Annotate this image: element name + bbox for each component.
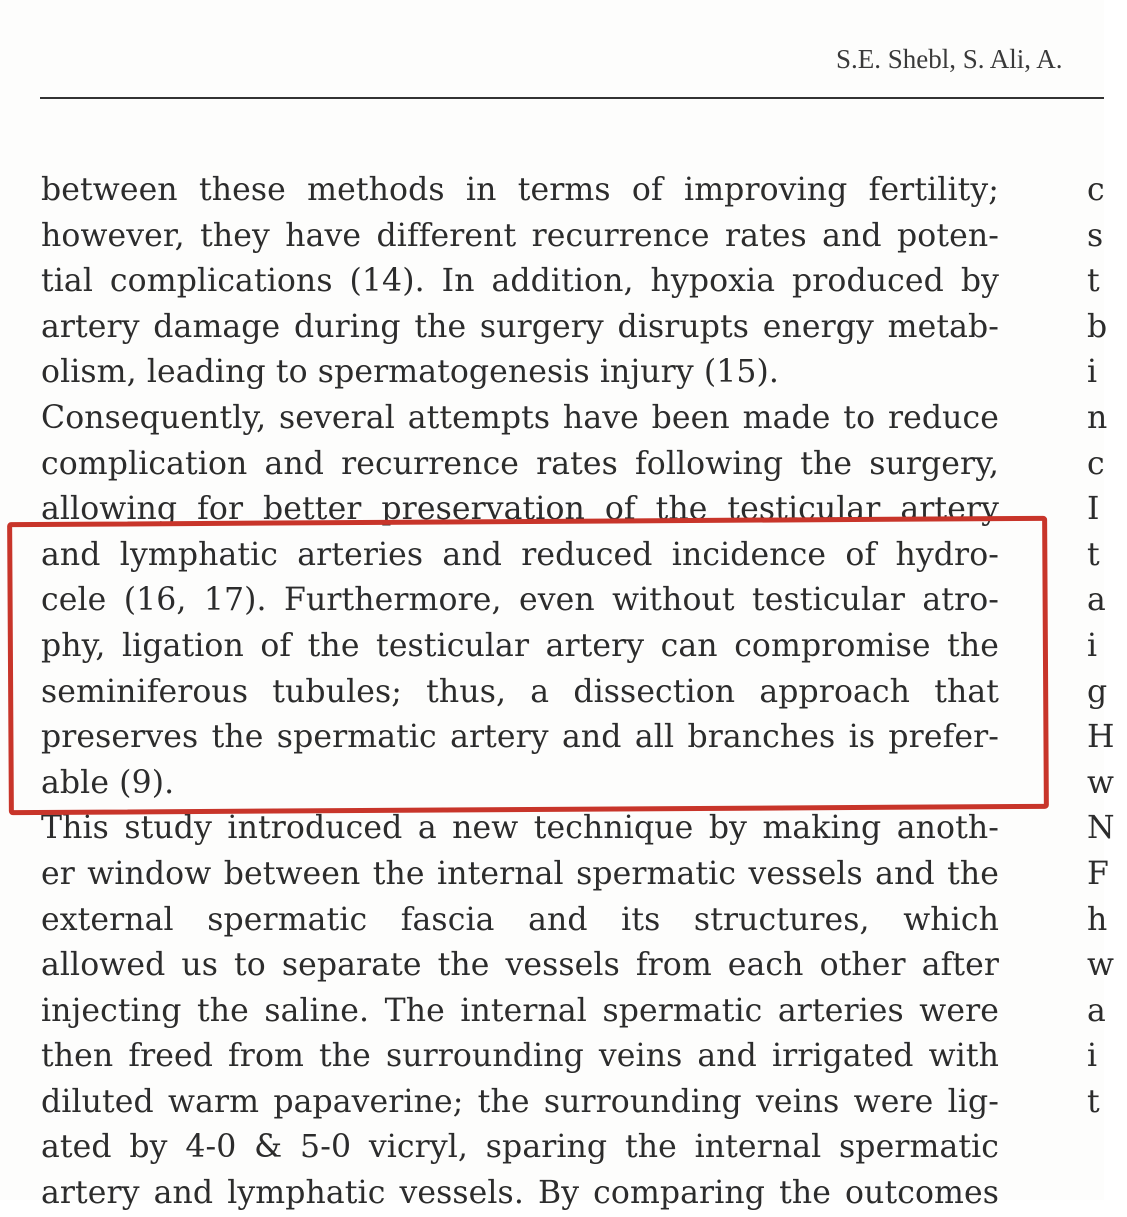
text-line: artery and lymphatic vessels. By comparing the outcomes (41, 1175, 999, 1212)
adjacent-column-letter: t (1087, 1083, 1100, 1120)
header-rule (40, 97, 1104, 99)
text-line: between these methods in terms of improving fertility; (41, 172, 999, 208)
text-line: preserves the spermatic artery and all branches is prefer- (41, 719, 999, 756)
adjacent-column-letter: i (1087, 1038, 1098, 1075)
adjacent-column-letter: w (1087, 764, 1114, 801)
adjacent-column-letter: I (1087, 491, 1100, 528)
text-line: artery damage during the surgery disrupts energy metab- (41, 308, 999, 345)
text-line: injecting the saline. The internal spermatic arteries were (41, 992, 999, 1029)
adjacent-column-letter: c (1087, 172, 1105, 208)
text-line: and lymphatic arteries and reduced incidence of hydro- (41, 536, 999, 573)
adjacent-column-letter: b (1087, 308, 1108, 345)
text-line: able (9). (41, 764, 175, 801)
adjacent-column-fragments (1087, 168, 1127, 1125)
adjacent-column-letter: s (1087, 217, 1104, 254)
text-line: allowed us to separate the vessels from each other after (41, 947, 999, 984)
main-text-column (41, 168, 999, 1217)
adjacent-column-letter: t (1087, 263, 1100, 300)
text-line: This study introduced a new technique by making anoth- (41, 810, 999, 847)
adjacent-column-letter: g (1087, 673, 1108, 710)
text-line: tial complications (14). In addition, hypoxia produced by (41, 263, 999, 300)
text-line: Consequently, several attempts have been made to reduce (41, 399, 999, 436)
adjacent-column-letter: i (1087, 627, 1098, 664)
adjacent-column-letter: a (1087, 992, 1106, 1029)
text-line: olism, leading to spermatogenesis injury (15). (41, 354, 780, 391)
adjacent-column-letter: n (1087, 399, 1108, 436)
running-head: S.E. Shebl, S. Ali, A. (836, 44, 1063, 74)
adjacent-column-letter: i (1087, 354, 1098, 391)
adjacent-column-letter: w (1087, 947, 1114, 984)
text-line: however, they have different recurrence rates and poten- (41, 217, 999, 254)
adjacent-column-letter: N (1087, 810, 1115, 847)
adjacent-column-letter: t (1087, 536, 1100, 573)
text-line: diluted warm papaverine; the surrounding veins were lig- (41, 1083, 999, 1120)
text-line: allowing for better preservation of the testicular artery (41, 491, 999, 528)
text-line: phy, ligation of the testicular artery can compromise the (41, 627, 999, 664)
adjacent-column-letter: H (1087, 719, 1115, 756)
adjacent-column-letter: F (1087, 855, 1109, 892)
text-line: complication and recurrence rates following the surgery, (41, 445, 999, 482)
text-line: seminiferous tubules; thus, a dissection approach that (41, 673, 999, 710)
text-line: er window between the internal spermatic vessels and the (41, 855, 999, 892)
text-line: ated by 4-0 & 5-0 vicryl, sparing the internal spermatic (41, 1129, 999, 1166)
text-line: external spermatic fascia and its structures, which (41, 901, 999, 938)
adjacent-column-letter: c (1087, 445, 1105, 482)
text-line: cele (16, 17). Furthermore, even without testicular atro- (41, 582, 999, 619)
adjacent-column-letter: a (1087, 582, 1106, 619)
adjacent-column-letter: h (1087, 901, 1108, 938)
text-line: then freed from the surrounding veins and irrigated with (41, 1038, 999, 1075)
